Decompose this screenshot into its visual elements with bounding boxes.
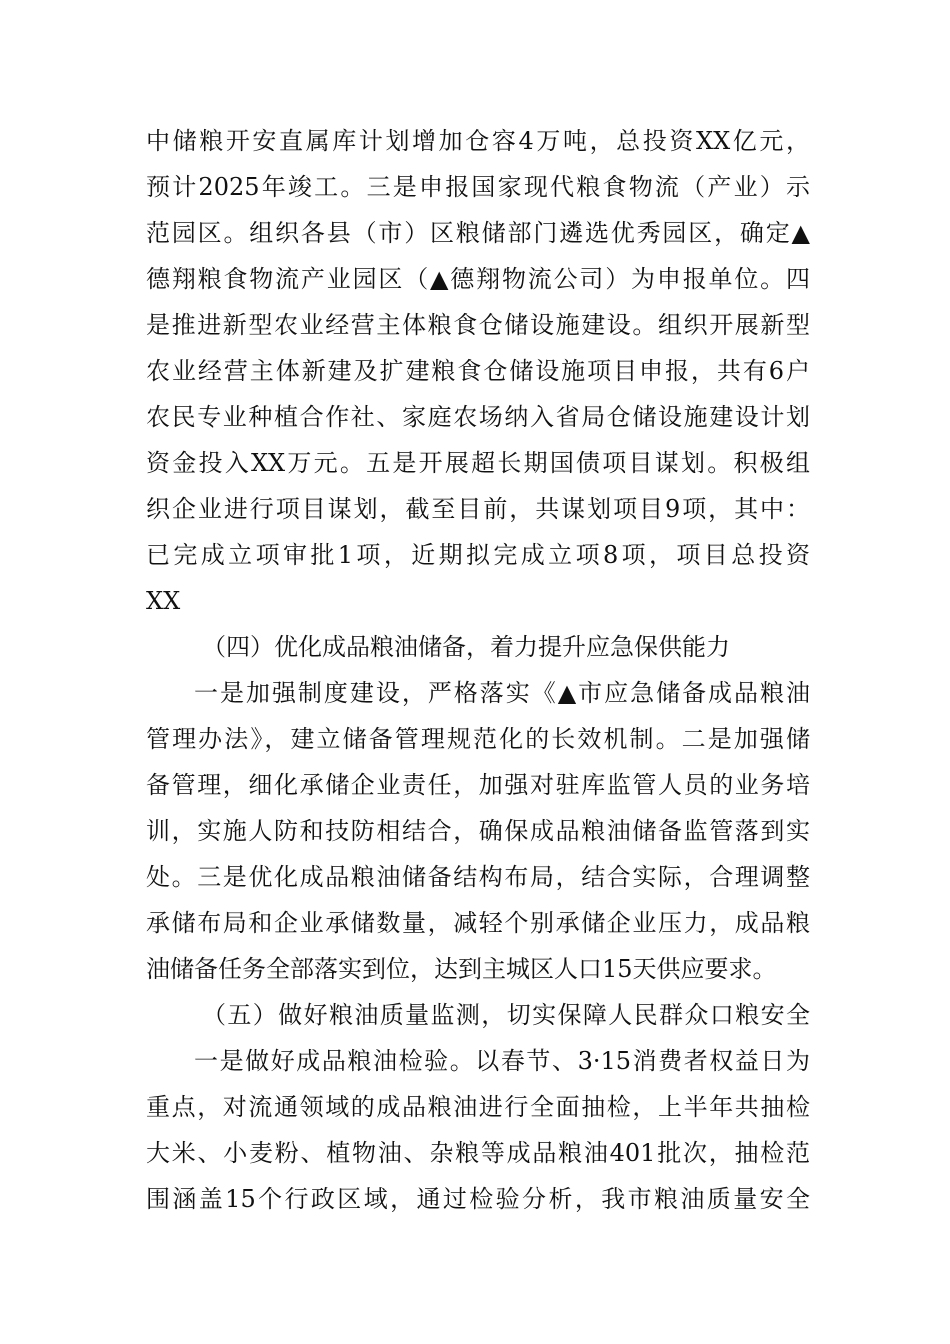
paragraph-3 bbox=[146, 1038, 810, 1222]
text-line: 是推进新型农业经营主体粮食仓储设施建设。组织开展新型 bbox=[146, 311, 810, 339]
text-line: 资金投入XX万元。五是开展超长期国债项目谋划。积极组 bbox=[146, 449, 810, 477]
paragraph-2 bbox=[146, 670, 810, 992]
text-line: 油储备任务全部落实到位，达到主城区人口15天供应要求。 bbox=[146, 955, 777, 983]
text-line: 围涵盖15个行政区域，通过检验分析，我市粮油质量安全 bbox=[146, 1185, 810, 1213]
text-line: 重点，对流通领域的成品粮油进行全面抽检，上半年共抽检 bbox=[146, 1093, 810, 1121]
text-line: 一是做好成品粮油检验。以春节、3·15消费者权益日为 bbox=[194, 1047, 810, 1075]
section-heading-5: （五）做好粮油质量监测，切实保障人民群众口粮安全 bbox=[202, 1001, 810, 1029]
text-line: XX bbox=[146, 587, 181, 615]
text-line: 一是加强制度建设，严格落实《▲市应急储备成品粮油 bbox=[194, 679, 810, 707]
text-line: 处。三是优化成品粮油储备结构布局，结合实际，合理调整 bbox=[146, 863, 810, 891]
section-heading-4: （四）优化成品粮油储备，着力提升应急保供能力 bbox=[202, 633, 730, 661]
text-line: 范园区。组织各县（市）区粮储部门遴选优秀园区，确定▲ bbox=[146, 219, 810, 247]
text-line: 大米、小麦粉、植物油、杂粮等成品粮油401批次，抽检范 bbox=[146, 1139, 810, 1167]
text-line: 训，实施人防和技防相结合，确保成品粮油储备监管落到实 bbox=[146, 817, 810, 845]
text-line: 农民专业种植合作社、家庭农场纳入省局仓储设施建设计划 bbox=[146, 403, 810, 431]
document-body bbox=[146, 118, 810, 1222]
text-line: 管理办法》，建立储备管理规范化的长效机制。二是加强储 bbox=[146, 725, 810, 753]
text-line: 备管理，细化承储企业责任，加强对驻库监管人员的业务培 bbox=[146, 771, 810, 799]
text-line: 织企业进行项目谋划，截至目前，共谋划项目9项，其中： bbox=[146, 495, 810, 523]
text-line: 德翔粮食物流产业园区（▲德翔物流公司）为申报单位。四 bbox=[146, 265, 810, 293]
text-line: 预计2025年竣工。三是申报国家现代粮食物流（产业）示 bbox=[146, 173, 810, 201]
text-line: 已完成立项审批1项，近期拟完成立项8项，项目总投资 bbox=[146, 541, 810, 569]
text-line: 承储布局和企业承储数量，减轻个别承储企业压力，成品粮 bbox=[146, 909, 810, 937]
text-line: 农业经营主体新建及扩建粮食仓储设施项目申报，共有6户 bbox=[146, 357, 810, 385]
text-line: 中储粮开安直属库计划增加仓容4万吨，总投资XX亿元， bbox=[146, 127, 810, 155]
paragraph-1 bbox=[146, 118, 810, 624]
